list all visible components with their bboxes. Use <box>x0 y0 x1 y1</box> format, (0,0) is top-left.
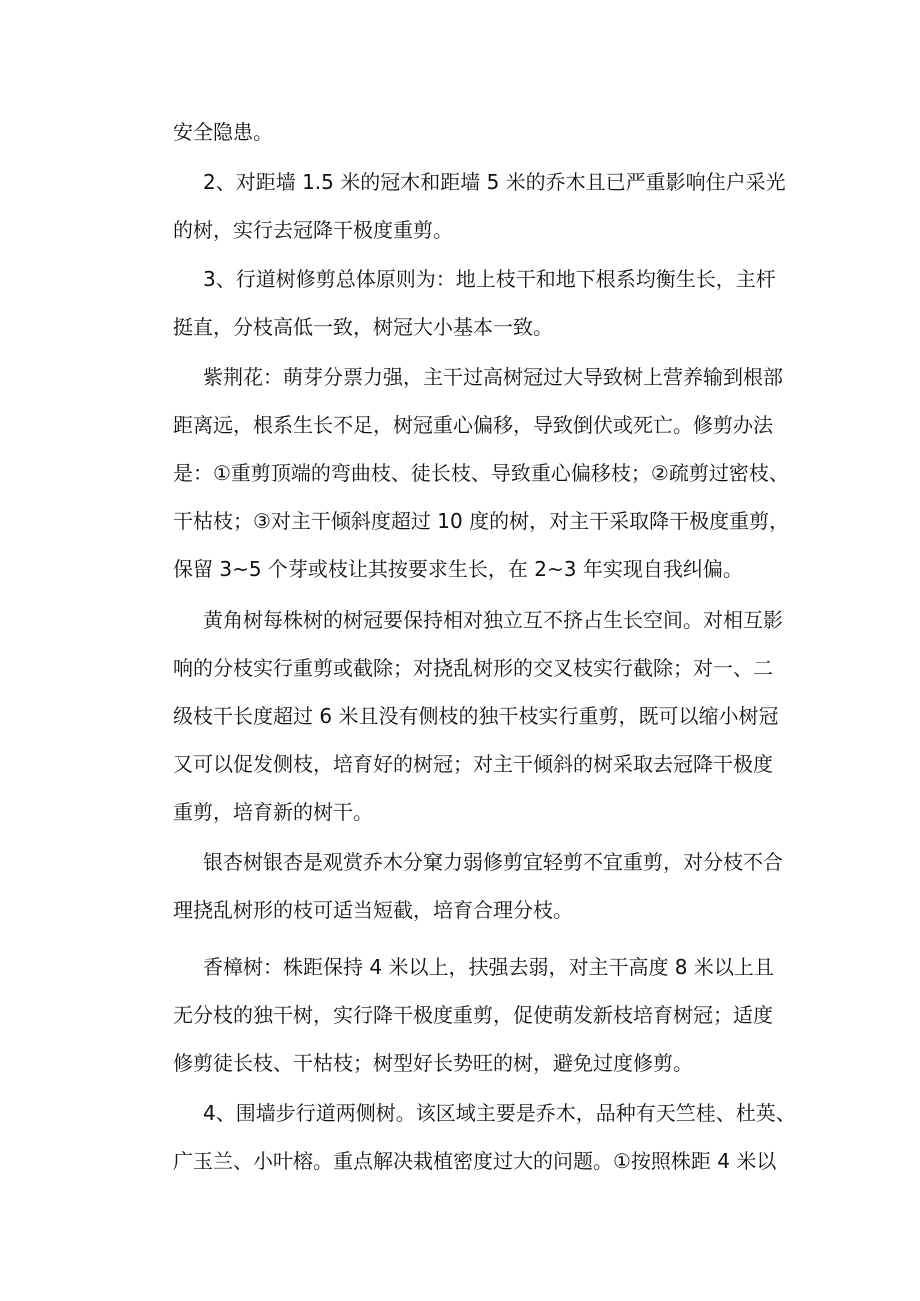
paragraph-6 <box>173 838 788 934</box>
text-line: 响的分枝实行重剪或截除；对挠乱树形的交叉枝实行截除；对一、二 <box>173 656 773 680</box>
text-line: 修剪徒长枝、干枯枝；树型好长势旺的树，避免过度修剪。 <box>173 1051 693 1075</box>
text-line: 理挠乱树形的枝可适当短截，培育合理分枝。 <box>173 898 573 922</box>
text-line: 银杏树银杏是观赏乔木分窠力弱修剪宜轻剪不宜重剪，对分枝不合 <box>203 850 783 874</box>
paragraph-7 <box>173 943 788 1087</box>
text-line: 保留 3~5 个芽或枝让其按要求生长，在 2~3 年实现自我纠偏。 <box>173 557 743 581</box>
text-line: 广玉兰、小叶榕。重点解决栽植密度过大的问题。①按照株距 4 米以 <box>173 1149 777 1173</box>
paragraph-8 <box>173 1089 796 1185</box>
text-line: 又可以促发侧枝，培育好的树冠；对主干倾斜的树采取去冠降干极度 <box>173 752 773 776</box>
text-line: 安全隐患。 <box>173 120 273 144</box>
text-line: 香樟树：株距保持 4 米以上，扶强去弱，对主干高度 8 米以上且 <box>203 955 774 979</box>
text-line: 2、对距墙 1.5 米的冠木和距墙 5 米的乔木且已严重影响住户采光 <box>203 170 786 194</box>
text-line: 是：①重剪顶端的弯曲枝、徒长枝、导致重心偏移枝；②疏剪过密枝、 <box>173 461 789 485</box>
text-line: 紫荆花：萌芽分票力强，主干过高树冠过大导致树上营养输到根部 <box>203 365 783 389</box>
paragraph-5 <box>173 596 788 836</box>
text-line: 3、行道树修剪总体原则为：地上枝干和地下根系均衡生长，主杆 <box>203 267 776 291</box>
text-line: 挺直，分枝高低一致，树冠大小基本一致。 <box>173 315 553 339</box>
text-line: 的树，实行去冠降干极度重剪。 <box>173 218 453 242</box>
text-line: 距离远，根系生长不足，树冠重心偏移，导致倒伏或死亡。修剪办法 <box>173 413 773 437</box>
paragraph-2 <box>173 158 788 254</box>
paragraph-1 <box>173 108 788 156</box>
paragraph-4 <box>173 353 788 593</box>
text-line: 级枝干长度超过 6 米且没有侧枝的独干枝实行重剪，既可以缩小树冠 <box>173 704 779 728</box>
paragraph-3 <box>173 255 788 351</box>
text-line: 黄角树每株树的树冠要保持相对独立互不挤占生长空间。对相互影 <box>203 608 783 632</box>
text-line: 无分枝的独干树，实行降干极度重剪，促使萌发新枝培育树冠；适度 <box>173 1003 773 1027</box>
text-line: 干枯枝；③对主干倾斜度超过 10 度的树，对主干采取降干极度重剪， <box>173 509 790 533</box>
text-line: 重剪，培育新的树干。 <box>173 800 373 824</box>
text-line: 4、围墙步行道两侧树。该区域主要是乔木，品种有天竺桂、杜英、 <box>203 1101 796 1125</box>
